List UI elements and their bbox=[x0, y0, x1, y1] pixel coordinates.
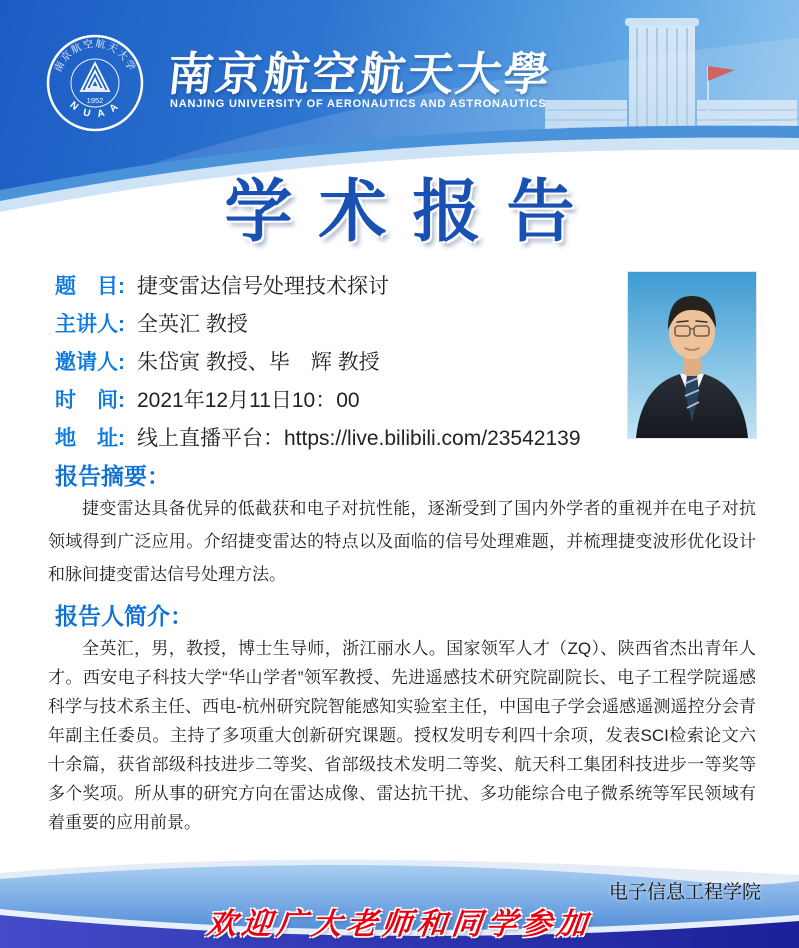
speaker-portrait-icon bbox=[628, 272, 756, 438]
info-row-speaker bbox=[55, 314, 615, 336]
poster-title: 学术报告 bbox=[224, 174, 601, 250]
abstract-heading: 报告摘要： bbox=[55, 463, 170, 489]
info-label-inviter: 邀请人: bbox=[55, 351, 125, 374]
logo-ring-text: 南京航空航天大学 bbox=[52, 38, 138, 74]
info-value-speaker: 全英汇 教授 bbox=[137, 313, 248, 336]
logo-emblem-icon bbox=[81, 63, 109, 91]
logo-year: 1952 bbox=[86, 96, 104, 105]
info-label-topic: 题 目: bbox=[55, 275, 125, 298]
info-value-inviter: 朱岱寅 教授、毕 辉 教授 bbox=[137, 351, 380, 374]
info-section bbox=[55, 276, 615, 466]
abstract-body: 捷变雷达具备优异的低截获和电子对抗性能，逐渐受到了国内外学者的重视并在电子对抗领域得到广泛应用。介绍捷变雷达的特点以及面临的信号处理难题，并梳理捷变波形优化设计和脉间捷变雷达信号处理方法。 bbox=[48, 499, 756, 584]
info-label-time: 时 间: bbox=[55, 389, 125, 412]
info-row-address bbox=[55, 428, 615, 450]
logo-acronym: N U A A bbox=[67, 99, 123, 121]
department-name: 电子信息工程学院 bbox=[608, 882, 761, 903]
info-row-time bbox=[55, 390, 615, 412]
welcome-message: 欢迎广大老师和同学参加 bbox=[204, 908, 594, 941]
live-stream-link[interactable]: 线上直播平台：https://live.bilibili.com/23542139 bbox=[137, 427, 581, 450]
info-value-time: 2021年12月11日10：00 bbox=[137, 389, 360, 412]
info-value-topic: 捷变雷达信号处理技术探讨 bbox=[137, 275, 389, 298]
info-label-address: 地 址: bbox=[55, 427, 125, 450]
bio-body: 全英汇，男，教授，博士生导师，浙江丽水人。国家领军人才（ZQ）、陕西省杰出青年人才。西安电子科技大学“华山学者”领军教授、先进遥感技术研究院副院长、电子工程学院遥感科学与技术系主任、西电-杭州研究院智能感知实验室主任，中国电子学会遥感遥测遥控分会青年副主任委员。主持了多项重大创新研究课题。授权发明专利四十余项，发表SCI检索论文六十余篇，获省部级科技进步二等奖、省部级技术发明二等奖、航天科工集团科技进步一等奖等多个奖项。所从事的研究方向在雷达成像、雷达抗干扰、多功能综合电子微系统等军民领域有着重要的应用前景。 bbox=[48, 639, 756, 832]
info-label-speaker: 主讲人: bbox=[55, 313, 125, 336]
university-logo bbox=[45, 33, 145, 133]
footer-wave bbox=[0, 853, 799, 948]
university-name-en: NANJING UNIVERSITY OF AERONAUTICS AND ASTRONAUTICS bbox=[170, 98, 547, 110]
university-name-cn: 南京航空航天大學 bbox=[164, 48, 555, 100]
info-row-inviter bbox=[55, 352, 615, 374]
info-row-topic bbox=[55, 276, 615, 298]
bio-heading: 报告人简介： bbox=[55, 603, 193, 629]
university-logo-icon bbox=[45, 33, 145, 133]
speaker-photo bbox=[628, 272, 756, 438]
